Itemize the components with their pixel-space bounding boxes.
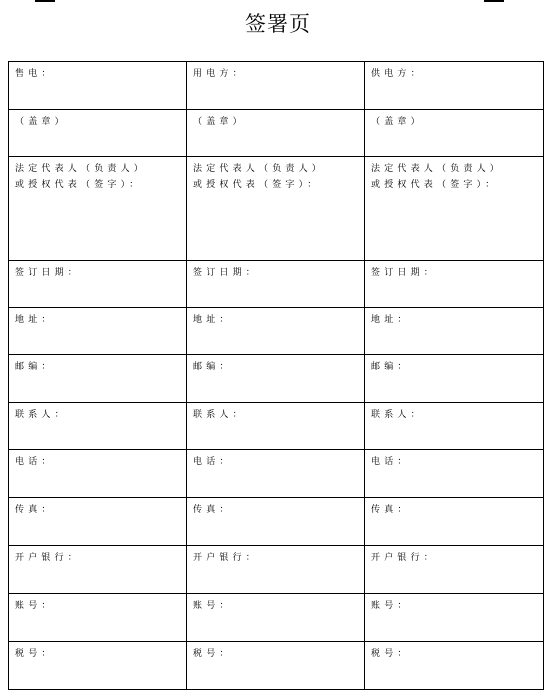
supplier-contact-person-cell: 联系人： [365, 403, 544, 450]
signature-table [8, 61, 544, 690]
row-bank [9, 546, 544, 594]
row-sign-date [9, 261, 544, 308]
buyer-bank-cell: 开户银行： [187, 546, 365, 594]
row-party-name [9, 62, 544, 110]
seller-phone-cell: 电话： [9, 450, 187, 498]
buyer-contact-person-cell: 联系人： [187, 403, 365, 450]
supplier-party-name-cell: 供电方： [365, 62, 544, 110]
seller-tax-number-cell: 税号： [9, 642, 187, 690]
row-fax [9, 498, 544, 546]
row-phone [9, 450, 544, 498]
buyer-tax-number-cell: 税号： [187, 642, 365, 690]
row-seal [9, 110, 544, 157]
row-tax-number [9, 642, 544, 690]
buyer-sign-date-cell: 签订日期： [187, 261, 365, 308]
seller-postal-code-cell: 邮编： [9, 355, 187, 403]
seller-contact-person-cell: 联系人： [9, 403, 187, 450]
buyer-party-name-cell: 用电方： [187, 62, 365, 110]
row-contact-person [9, 403, 544, 450]
seller-party-name-cell: 售电： [9, 62, 187, 110]
supplier-tax-number-cell: 税号： [365, 642, 544, 690]
seller-representative-signature-cell: 法定代表人（负责人） 或授权代表（签字）： [9, 157, 187, 261]
seller-bank-cell: 开户银行： [9, 546, 187, 594]
signature-table-body [9, 62, 544, 690]
page-title: 签署页 [245, 12, 311, 36]
supplier-sign-date-cell: 签订日期： [365, 261, 544, 308]
seller-fax-cell: 传真： [9, 498, 187, 546]
supplier-address-cell: 地址： [365, 308, 544, 355]
row-postal-code [9, 355, 544, 403]
seller-address-cell: 地址： [9, 308, 187, 355]
supplier-phone-cell: 电话： [365, 450, 544, 498]
seller-seal-cell: （盖章） [9, 110, 187, 157]
header-rule-left [35, 0, 55, 2]
supplier-seal-cell: （盖章） [365, 110, 544, 157]
supplier-representative-signature-cell: 法定代表人（负责人） 或授权代表（签字）： [365, 157, 544, 261]
supplier-bank-cell: 开户银行： [365, 546, 544, 594]
row-address [9, 308, 544, 355]
buyer-representative-signature-cell: 法定代表人（负责人） 或授权代表（签字）： [187, 157, 365, 261]
buyer-phone-cell: 电话： [187, 450, 365, 498]
buyer-postal-code-cell: 邮编： [187, 355, 365, 403]
buyer-account-number-cell: 账号： [187, 594, 365, 642]
seller-account-number-cell: 账号： [9, 594, 187, 642]
row-representative-signature [9, 157, 544, 261]
supplier-fax-cell: 传真： [365, 498, 544, 546]
buyer-address-cell: 地址： [187, 308, 365, 355]
supplier-postal-code-cell: 邮编： [365, 355, 544, 403]
buyer-fax-cell: 传真： [187, 498, 365, 546]
buyer-seal-cell: （盖章） [187, 110, 365, 157]
supplier-account-number-cell: 账号： [365, 594, 544, 642]
seller-sign-date-cell: 签订日期： [9, 261, 187, 308]
row-account-number [9, 594, 544, 642]
header-rule-right [484, 0, 504, 2]
